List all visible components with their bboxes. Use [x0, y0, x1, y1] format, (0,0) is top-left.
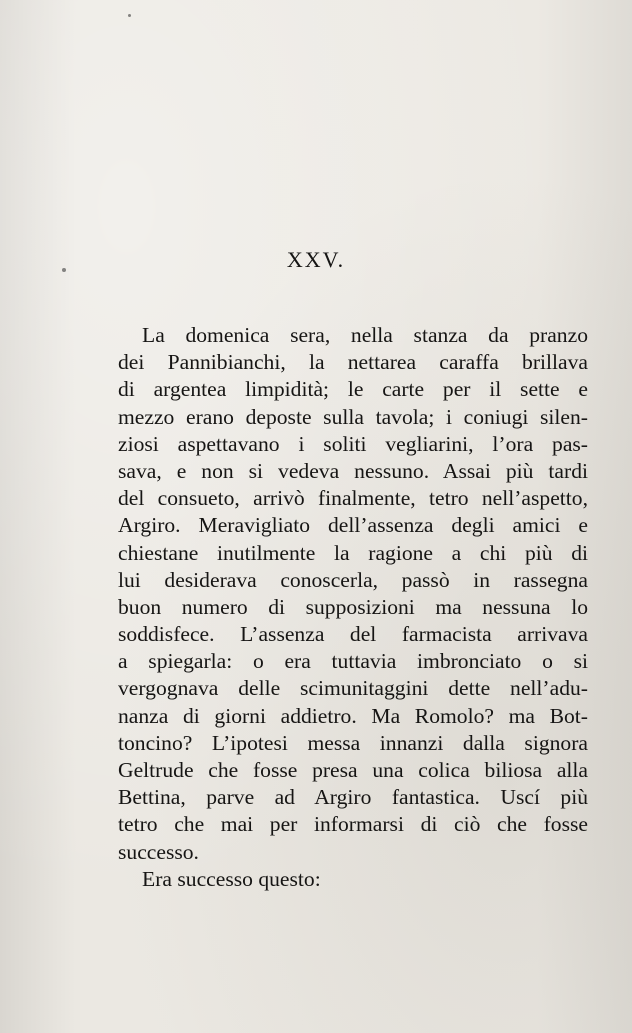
text-line: Argiro. Meravigliato dell’assenza degli amici e	[118, 513, 588, 538]
ink-speck	[128, 14, 131, 17]
chapter-text	[118, 322, 588, 893]
chapter-heading: XXV.	[286, 247, 346, 272]
text-line: mezzo erano deposte sulla tavola; i coniugi silen-	[118, 404, 588, 429]
text-line: soddisfece. L’assenza del farmacista arrivava	[118, 622, 588, 647]
text-line: ziosi aspettavano i soliti vegliarini, l’ora pas-	[118, 431, 588, 456]
text-line: nanza di giorni addietro. Ma Romolo? ma Bot-	[118, 703, 588, 728]
text-line: dei Pannibianchi, la nettarea caraffa brillava	[118, 350, 588, 375]
text-line: Era successo questo:	[142, 866, 321, 891]
text-line: buon numero di supposizioni ma nessuna lo	[118, 594, 588, 619]
text-line: toncino? L’ipotesi messa innanzi dalla signora	[118, 730, 588, 755]
text-line: di argentea limpidità; le carte per il sette e	[118, 377, 588, 402]
text-line: successo.	[118, 839, 199, 864]
text-line: tetro che mai per informarsi di ciò che fosse	[118, 812, 588, 837]
text-line: Geltrude che fosse presa una colica biliosa alla	[118, 758, 588, 782]
text-line: del consueto, arrivò finalmente, tetro nell’aspetto,	[118, 486, 588, 511]
text-line: a spiegarla: o era tuttavia imbronciato o si	[118, 649, 588, 674]
text-line: Bettina, parve ad Argiro fantastica. Uscí più	[118, 785, 588, 810]
text-line: chiestane inutilmente la ragione a chi più di	[118, 540, 588, 565]
text-line: La domenica sera, nella stanza da pranzo	[142, 323, 588, 347]
text-line: vergognava delle scimunitaggini dette nell’adu-	[118, 676, 588, 701]
text-line: sava, e non si vedeva nessuno. Assai più tardi	[118, 458, 588, 483]
text-line: lui desiderava conoscerla, passò in rassegna	[118, 567, 588, 592]
